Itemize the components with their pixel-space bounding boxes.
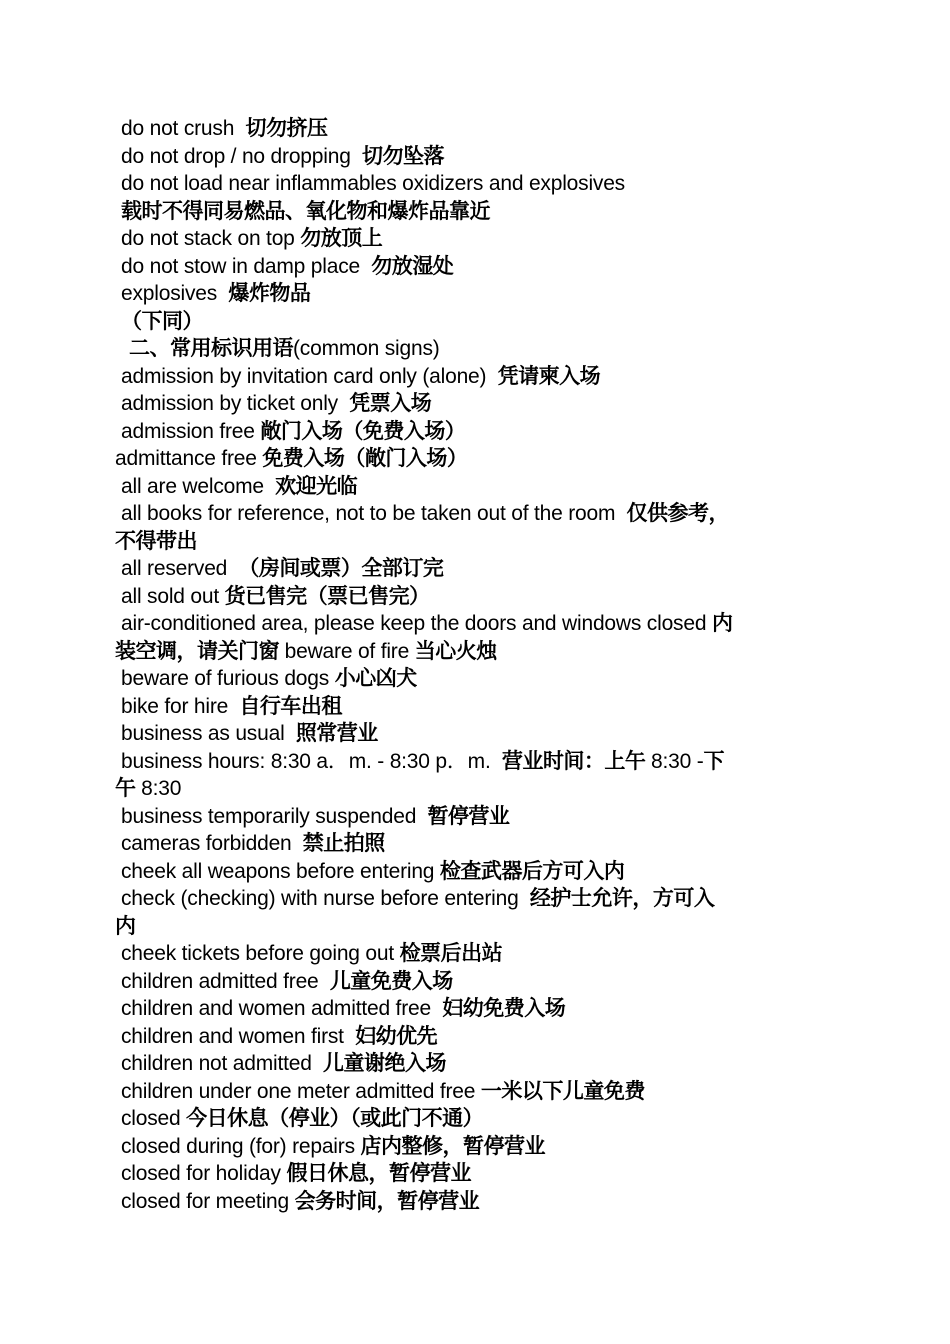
- bold-segment: 暂停营业: [427, 803, 510, 828]
- text-line: [115, 528, 837, 556]
- plain-segment: cheek all weapons before entering: [121, 859, 440, 883]
- plain-segment: all sold out: [121, 584, 225, 608]
- bold-segment: 敞门入场（免费入场）: [260, 418, 466, 443]
- plain-segment: do not stow in damp place: [121, 254, 372, 278]
- plain-segment: do not stack on top: [121, 227, 301, 250]
- bold-segment: 检票后出站: [399, 941, 503, 965]
- text-line: [115, 583, 837, 611]
- bold-segment: 经护士允许，方可入: [529, 886, 715, 910]
- text-line: [115, 335, 837, 363]
- plain-segment: check (checking) with nurse before entering: [121, 887, 530, 910]
- plain-segment: 8:30: [135, 777, 182, 800]
- text-line: [115, 1078, 837, 1106]
- bold-segment: 营业时间：上午: [501, 748, 646, 773]
- bold-segment: 禁止拍照: [302, 831, 385, 855]
- text-line: [115, 1133, 837, 1161]
- text-line: [115, 1188, 837, 1216]
- plain-segment: all are welcome: [121, 474, 276, 498]
- text-line: [115, 555, 837, 583]
- plain-segment: do not crush: [121, 117, 246, 140]
- plain-segment: do not drop / no dropping: [121, 144, 362, 168]
- bold-segment: 仅供参考，: [626, 501, 730, 525]
- bold-segment: 会务时间，暂停营业: [294, 1188, 480, 1213]
- text-line: [115, 253, 837, 281]
- text-line: [115, 885, 837, 913]
- plain-segment: closed for meeting: [121, 1189, 295, 1213]
- bold-segment: 妇幼免费入场: [442, 996, 566, 1020]
- bold-segment: 照常营业: [295, 721, 378, 745]
- bold-segment: 装空调，请关门窗: [115, 638, 279, 663]
- bold-segment: （房间或票）全部订完: [238, 556, 444, 580]
- text-line: [115, 858, 837, 886]
- plain-segment: bike for hire: [121, 694, 240, 718]
- text-line: [115, 995, 837, 1023]
- bold-segment: 免费入场（敞门入场）: [262, 446, 468, 470]
- text-line: [115, 418, 837, 446]
- bold-segment: 勿放湿处: [371, 253, 454, 278]
- bold-segment: 二、常用标识用语: [129, 336, 293, 360]
- bold-segment: 检查武器后方可入内: [439, 858, 625, 883]
- text-line: [115, 1160, 837, 1188]
- text-line: [115, 198, 837, 226]
- text-line: [115, 1105, 837, 1133]
- bold-segment: 内: [711, 611, 733, 635]
- plain-segment: children not admitted: [121, 1052, 324, 1075]
- plain-segment: admission by invitation card only (alone): [121, 364, 498, 388]
- plain-segment: 8:30 -: [645, 749, 704, 773]
- bold-segment: 不得带出: [115, 528, 197, 553]
- plain-segment: admission by ticket only: [121, 392, 350, 415]
- bold-segment: 切勿坠落: [361, 143, 444, 168]
- bold-segment: 欢迎光临: [275, 473, 358, 498]
- text-line: [115, 390, 837, 418]
- text-line: [115, 940, 837, 968]
- plain-segment: all reserved: [121, 557, 239, 580]
- text-line: [115, 115, 837, 143]
- bold-segment: 午: [115, 776, 136, 800]
- bold-segment: 今日休息（停业）（或此门不通）: [186, 1106, 484, 1130]
- plain-segment: business as usual: [121, 722, 296, 745]
- text-line: [115, 665, 837, 693]
- plain-segment: closed for holiday: [121, 1162, 287, 1185]
- text-line: [115, 720, 837, 748]
- text-line: [115, 748, 837, 776]
- text-line: [115, 225, 837, 253]
- text-line: [115, 500, 837, 528]
- plain-segment: admittance free: [115, 447, 263, 470]
- plain-segment: children and women admitted free: [121, 997, 443, 1020]
- bold-segment: 凭票入场: [349, 391, 432, 415]
- bold-segment: 内: [115, 913, 136, 938]
- text-line: [115, 803, 837, 831]
- text-line: [115, 473, 837, 501]
- plain-segment: air-conditioned area, please keep the doors and windows closed: [121, 612, 712, 635]
- bold-segment: 爆炸物品: [228, 281, 311, 305]
- text-line: [115, 170, 837, 198]
- text-line: [115, 445, 837, 473]
- text-line: [115, 693, 837, 721]
- bold-segment: 店内整修，暂停营业: [360, 1133, 545, 1158]
- bold-segment: 儿童谢绝入场: [323, 1051, 447, 1075]
- bold-segment: 凭请柬入场: [497, 363, 601, 388]
- text-line: [115, 143, 837, 171]
- plain-segment: (common signs): [293, 337, 440, 360]
- document-body: [115, 115, 837, 1215]
- bold-segment: 一米以下儿童免费: [480, 1078, 645, 1103]
- plain-segment: beware of fire: [279, 639, 415, 663]
- bold-segment: 勿放顶上: [300, 226, 383, 250]
- text-line: [115, 913, 837, 941]
- bold-segment: 下: [703, 748, 725, 773]
- plain-segment: business temporarily suspended: [121, 804, 428, 828]
- bold-segment: 当心火烛: [414, 638, 497, 663]
- plain-segment: children admitted free: [121, 969, 330, 993]
- plain-segment: closed during (for) repairs: [121, 1134, 361, 1158]
- text-line: [115, 1023, 837, 1051]
- text-line: [115, 1050, 837, 1078]
- text-line: [115, 775, 837, 803]
- text-line: [115, 968, 837, 996]
- bold-segment: 载时不得同易燃品、氧化物和爆炸品靠近: [121, 198, 490, 223]
- bold-segment: 假日休息，暂停营业: [286, 1161, 471, 1185]
- bold-segment: 货已售完（票已售完）: [224, 583, 430, 608]
- text-line: [115, 830, 837, 858]
- text-line: [115, 280, 837, 308]
- bold-segment: 自行车出租: [239, 693, 342, 718]
- plain-segment: beware of furious dogs: [121, 667, 335, 690]
- plain-segment: cameras forbidden: [121, 832, 303, 855]
- text-line: [115, 308, 837, 336]
- bold-segment: 儿童免费入场: [329, 968, 453, 993]
- text-line: [115, 638, 837, 666]
- text-line: [115, 610, 837, 638]
- plain-segment: explosives: [121, 282, 229, 305]
- plain-segment: closed: [121, 1107, 187, 1130]
- bold-segment: 妇幼优先: [355, 1023, 438, 1048]
- plain-segment: do not load near inflammables oxidizers and explosives: [121, 172, 625, 195]
- bold-segment: 切勿挤压: [245, 116, 328, 140]
- plain-segment: all books for reference, not to be taken out of the room: [121, 502, 627, 525]
- text-line: [115, 363, 837, 391]
- plain-segment: children under one meter admitted free: [121, 1079, 481, 1103]
- plain-segment: admission free: [121, 419, 261, 443]
- bold-segment: 小心凶犬: [334, 666, 417, 690]
- plain-segment: business hours: 8:30 a．m. - 8:30 p．m.: [121, 749, 502, 773]
- bold-segment: （下同）: [121, 308, 203, 333]
- plain-segment: cheek tickets before going out: [121, 942, 400, 965]
- plain-segment: children and women first: [121, 1024, 356, 1048]
